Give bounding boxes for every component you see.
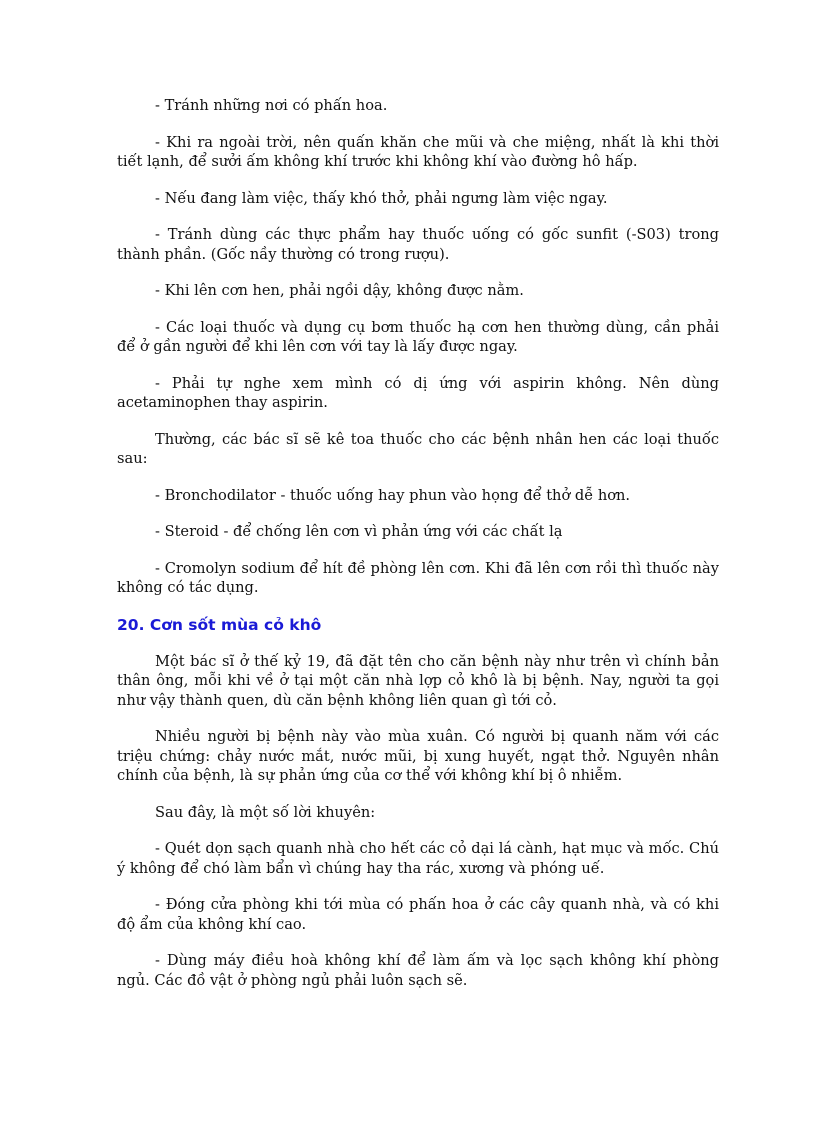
paragraph-advice-intro: Sau đây, là một số lời khuyên: — [155, 803, 376, 821]
paragraph-air-conditioner: - Dùng máy điều hoà không khí để làm ấm và lọc sạch không khí phòng ngủ. Các đồ vật ở phòng ngủ phải luôn sạch sẽ. — [117, 952, 719, 989]
paragraph-cromolyn: - Cromolyn sodium để hít đề phòng lên cơn. Khi đã lên cơn rồi thì thuốc này không có tác dụng. — [117, 559, 719, 596]
paragraph-avoid-sulfite: - Tránh dùng các thực phẩm hay thuốc uống có gốc sunfit (-S03) trong thành phần. (Gốc nầy thường có trong rượu). — [117, 226, 719, 263]
paragraph-clean-house: - Quét dọn sạch quanh nhà cho hết các cỏ dại lá cành, hạt mục và mốc. Chú ý không để chó làm bẩn vì chúng hay tha rác, xương và phóng uế. — [117, 840, 719, 877]
document-page — [117, 96, 719, 1007]
section-heading: 20. Cơn sốt mùa cỏ khô — [117, 615, 322, 634]
paragraph-symptoms: Nhiều người bị bệnh này vào mùa xuân. Có người bị quanh năm với các triệu chứng: chảy nước mắt, nước mũi, bị xung huyết, ngạt thở. Nguyên nhân chính của bệnh, là sự phản ứng của cơ thể với không khí bị ô nhiễm. — [117, 728, 719, 784]
paragraph-sit-up: - Khi lên cơn hen, phải ngồi dậy, không được nằm. — [155, 282, 524, 299]
paragraph-avoid-pollen: - Tránh những nơi có phấn hoa. — [155, 97, 388, 114]
paragraph-stop-working: - Nếu đang làm việc, thấy khó thở, phải ngưng làm việc ngay. — [155, 189, 608, 207]
paragraph-history: Một bác sĩ ở thế kỷ 19, đã đặt tên cho căn bệnh này như trên vì chính bản thân ông, mỗi khi về ở tại một căn nhà lợp cỏ khô là bị bệnh. Nay, người ta gọi như vậy thành quen, dù căn bệnh không liên quan gì tới cỏ. — [117, 652, 719, 709]
paragraph-aspirin-allergy: - Phải tự nghe xem mình có dị ứng với aspirin không. Nên dùng acetaminophen thay aspirin. — [117, 374, 719, 411]
paragraph-keep-medicine-near: - Các loại thuốc và dụng cụ bơm thuốc hạ cơn hen thường dùng, cần phải để ở gần người để khi lên cơn với tay là lấy được ngay. — [117, 318, 719, 355]
paragraph-steroid: - Steroid - để chống lên cơn vì phản ứng với các chất lạ — [155, 523, 563, 540]
paragraph-bronchodilator: - Bronchodilator - thuốc uống hay phun vào họng để thở dễ hơn. — [155, 486, 631, 504]
paragraph-cover-nose: - Khi ra ngoài trời, nên quấn khăn che mũi và che miệng, nhất là khi thời tiết lạnh, để sưởi ấm không khí trước khi không khí vào đường hô hấp. — [117, 133, 719, 170]
paragraph-close-door: - Đóng cửa phòng khi tới mùa có phấn hoa ở các cây quanh nhà, và có khi độ ẩm của không khí cao. — [117, 896, 719, 933]
paragraph-doctor-prescribe: Thường, các bác sĩ sẽ kê toa thuốc cho các bệnh nhân hen các loại thuốc sau: — [117, 430, 719, 467]
